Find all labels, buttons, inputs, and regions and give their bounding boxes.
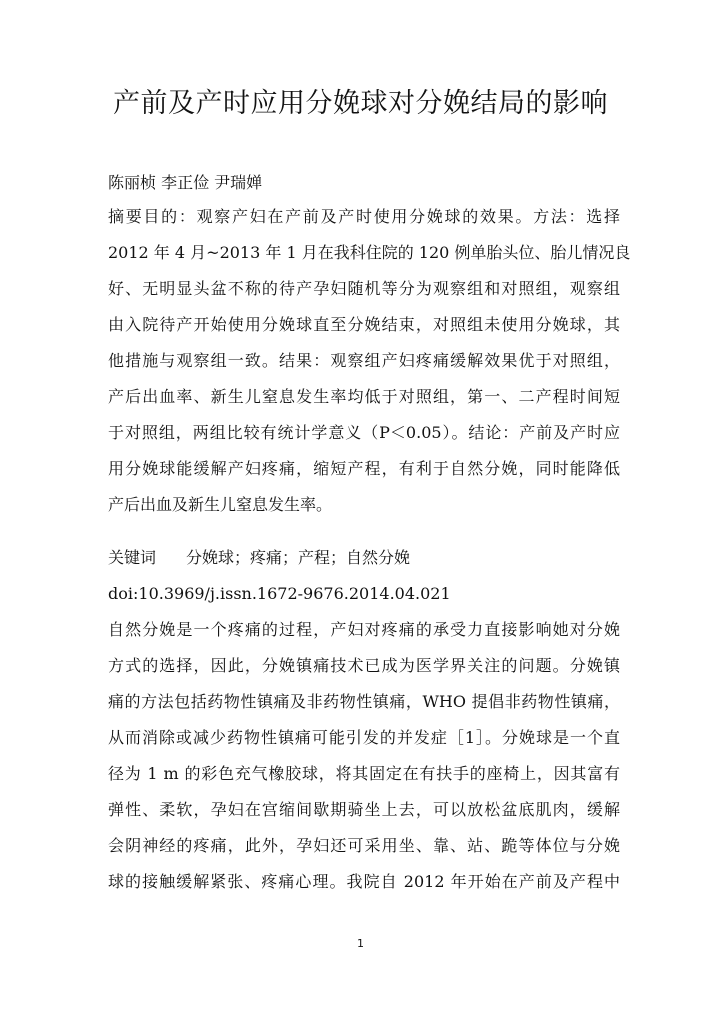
paper-title: 产前及产时应用分娩球对分娩结局的影响 (113, 88, 608, 119)
page-number: 1 (357, 937, 364, 950)
abstract-line: 用分娩球能缓解产妇疼痛，缩短产程，有利于自然分娩，同时能降低 (108, 459, 620, 478)
body-line: 从而消除或减少药物性镇痛可能引发的并发症［1］。分娩球是一个直 (108, 728, 620, 747)
abstract-line: 由入院待产开始使用分娩球直至分娩结束，对照组未使用分娩球，其 (108, 315, 620, 334)
body-line: 径为 1 m 的彩色充气橡胶球，将其固定在有扶手的座椅上，因其富有 (108, 764, 620, 783)
abstract-line: 好、无明显头盆不称的待产孕妇随机等分为观察组和对照组，观察组 (108, 279, 620, 298)
body-line: 方式的选择，因此，分娩镇痛技术已成为医学界关注的问题。分娩镇 (108, 656, 620, 675)
body-line: 会阴神经的疼痛，此外，孕妇还可采用坐、靠、站、跪等体位与分娩 (108, 836, 620, 855)
keywords-label: 关键词 (108, 548, 157, 567)
keywords-value: 分娩球；疼痛；产程；自然分娩 (186, 548, 411, 567)
body-line: 自然分娩是一个疼痛的过程，产妇对疼痛的承受力直接影响她对分娩 (108, 620, 620, 639)
abstract-line: 2012 年 4 月~2013 年 1 月在我科住院的 120 例单胎头位、胎儿情况良 (108, 243, 631, 262)
abstract-line: 于对照组，两组比较有统计学意义（P＜0.05）。结论：产前及产时应 (108, 423, 620, 442)
body-line: 弹性、柔软，孕妇在宫缩间歇期骑坐上去，可以放松盆底肌肉，缓解 (108, 800, 620, 819)
body-line: 痛的方法包括药物性镇痛及非药物性镇痛，WHO 提倡非药物性镇痛， (108, 692, 620, 711)
abstract-line: 他措施与观察组一致。结果：观察组产妇疼痛缓解效果优于对照组， (108, 351, 620, 370)
body-line: 球的接触缓解紧张、疼痛心理。我院自 2012 年开始在产前及产程中 (108, 872, 620, 891)
doi: doi:10.3969/j.issn.1672-9676.2014.04.021 (108, 584, 451, 603)
keywords (108, 546, 620, 570)
abstract-line: 产后出血率、新生儿窒息发生率均低于对照组，第一、二产程时间短 (108, 387, 620, 406)
abstract-line: 摘要目的：观察产妇在产前及产时使用分娩球的效果。方法：选择 (108, 207, 620, 226)
author-list: 陈丽桢 李正俭 尹瑞婵 (108, 173, 263, 192)
abstract-line: 产后出血及新生儿窒息发生率。 (108, 495, 333, 514)
